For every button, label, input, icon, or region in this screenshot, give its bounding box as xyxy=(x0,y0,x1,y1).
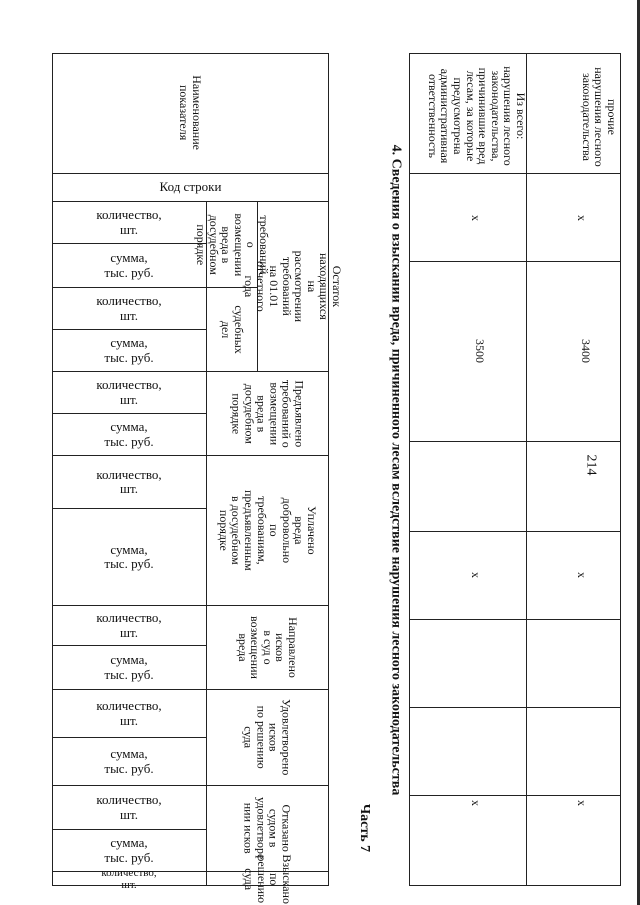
group-header-collected: Взыскано по решению суда xyxy=(241,854,294,904)
quantity-label: количество, шт. xyxy=(96,698,162,728)
prior-row-label-1: прочие нарушения лесного законодательства xyxy=(579,67,619,167)
sum-label: сумма, тыс. руб. xyxy=(104,835,154,865)
group-header-denied: Отказано судом в удовлетворе нии исков xyxy=(241,797,294,860)
prior-row1-value: x xyxy=(575,800,589,806)
part-label: Часть 7 xyxy=(357,803,373,853)
quantity-label: количество, шт. xyxy=(96,207,162,237)
prior-row1-value: 3400 xyxy=(579,339,593,363)
subgroup-header-court: судебных дел xyxy=(219,305,246,354)
prior-row2-value: x xyxy=(469,800,483,806)
prior-row-label-2: Из всего: нарушения лесного законодательства, причинившие вред лесам, за которые предусмотрена административная ответственность xyxy=(425,66,528,166)
main-table xyxy=(52,53,345,904)
sum-label: сумма, тыс. руб. xyxy=(104,419,154,449)
main-table-name-header: Наименование показателя xyxy=(177,75,205,151)
quantity-label: количество, шт. xyxy=(96,377,162,407)
prior-row1-value: x xyxy=(575,572,589,578)
group-header-remaining: Остаток находящихся на рассмотрении требований на 01.01 отчетного года xyxy=(242,250,345,323)
sum-label: сумма, тыс. руб. xyxy=(104,335,154,365)
section-title: 4. Сведения о взыскании вреда, причиненного лесам вследствие нарушения лесного законодательства xyxy=(388,144,403,796)
prior-row2-value: x xyxy=(469,215,483,221)
group-header-sent-to-court: Направлено исков в суд о возмещении вреда xyxy=(235,616,300,679)
quantity-label: количество, шт. xyxy=(96,293,162,323)
subgroup-header-pretrial: требований о возмещении вреда в досудебном порядке xyxy=(193,213,271,276)
page-number: 214 xyxy=(583,454,599,476)
sum-label: сумма, тыс. руб. xyxy=(104,250,154,280)
group-header-satisfied: Удовлетворено исков по решению суда xyxy=(241,699,294,776)
group-header-paid: Уплачено вреда добровольно по требованиям, предъявленным в досудебном порядке xyxy=(216,490,319,571)
quantity-label: количество, шт. xyxy=(96,610,162,640)
prior-row2-value: x xyxy=(469,572,483,578)
group-header-presented: Предъявлено требований о возмещении вреда в досудебном порядке xyxy=(229,379,307,448)
sum-label: сумма, тыс. руб. xyxy=(104,652,154,682)
main-table-code-header: Код строки xyxy=(159,179,222,195)
sum-label: сумма, тыс. руб. xyxy=(104,746,154,776)
prior-row1-value: x xyxy=(575,215,589,221)
sum-label: сумма, тыс. руб. xyxy=(104,541,154,571)
quantity-label: количество, шт. xyxy=(96,792,162,822)
quantity-label: количество, шт. xyxy=(101,866,157,891)
quantity-label: количество, шт. xyxy=(96,466,162,496)
prior-row2-value: 3500 xyxy=(473,339,487,363)
